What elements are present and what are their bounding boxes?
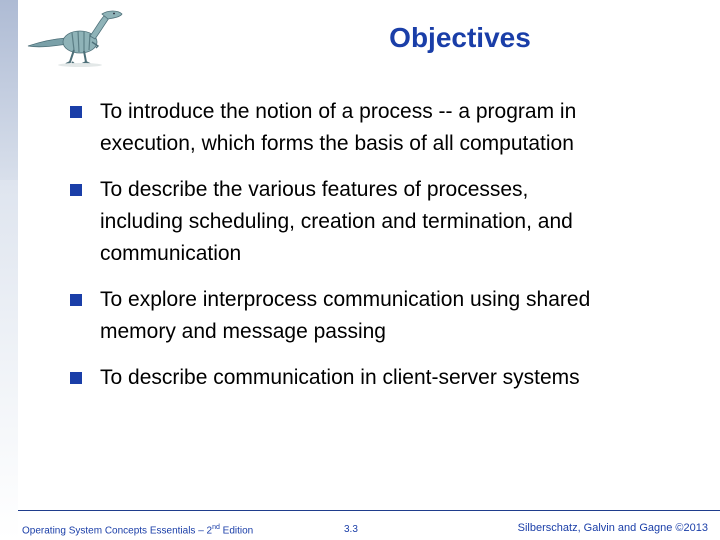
square-bullet-icon [70, 184, 82, 196]
square-bullet-icon [70, 294, 82, 306]
bullet-text: To describe communication in client-server systems [100, 366, 580, 389]
footer-course-prefix: Operating System Concepts Essentials – 2 [22, 525, 213, 537]
dinosaur-logo [24, 6, 140, 68]
footer-course-suffix: Edition [219, 525, 254, 537]
list-item [70, 362, 610, 394]
slide-title: Objectives [389, 22, 531, 53]
square-bullet-icon [70, 372, 82, 384]
page-number: 3.3 [344, 524, 358, 535]
bullet-text: To describe the various features of processes, including scheduling, creation and termination, and communication [100, 178, 573, 265]
footer-divider [18, 510, 720, 511]
bullet-text: To introduce the notion of a process -- a program in execution, which forms the basis of all computation [100, 100, 577, 155]
objectives-list [70, 96, 610, 408]
list-item [70, 96, 610, 160]
footer-course-superscript: nd [212, 524, 220, 531]
square-bullet-icon [70, 106, 82, 118]
footer-course-title [22, 524, 253, 536]
list-item [70, 174, 610, 270]
side-gradient-bar-top [0, 0, 18, 180]
list-item [70, 284, 610, 348]
footer-copyright: Silberschatz, Galvin and Gagne ©2013 [517, 522, 708, 534]
bullet-text: To explore interprocess communication using shared memory and message passing [100, 288, 591, 343]
